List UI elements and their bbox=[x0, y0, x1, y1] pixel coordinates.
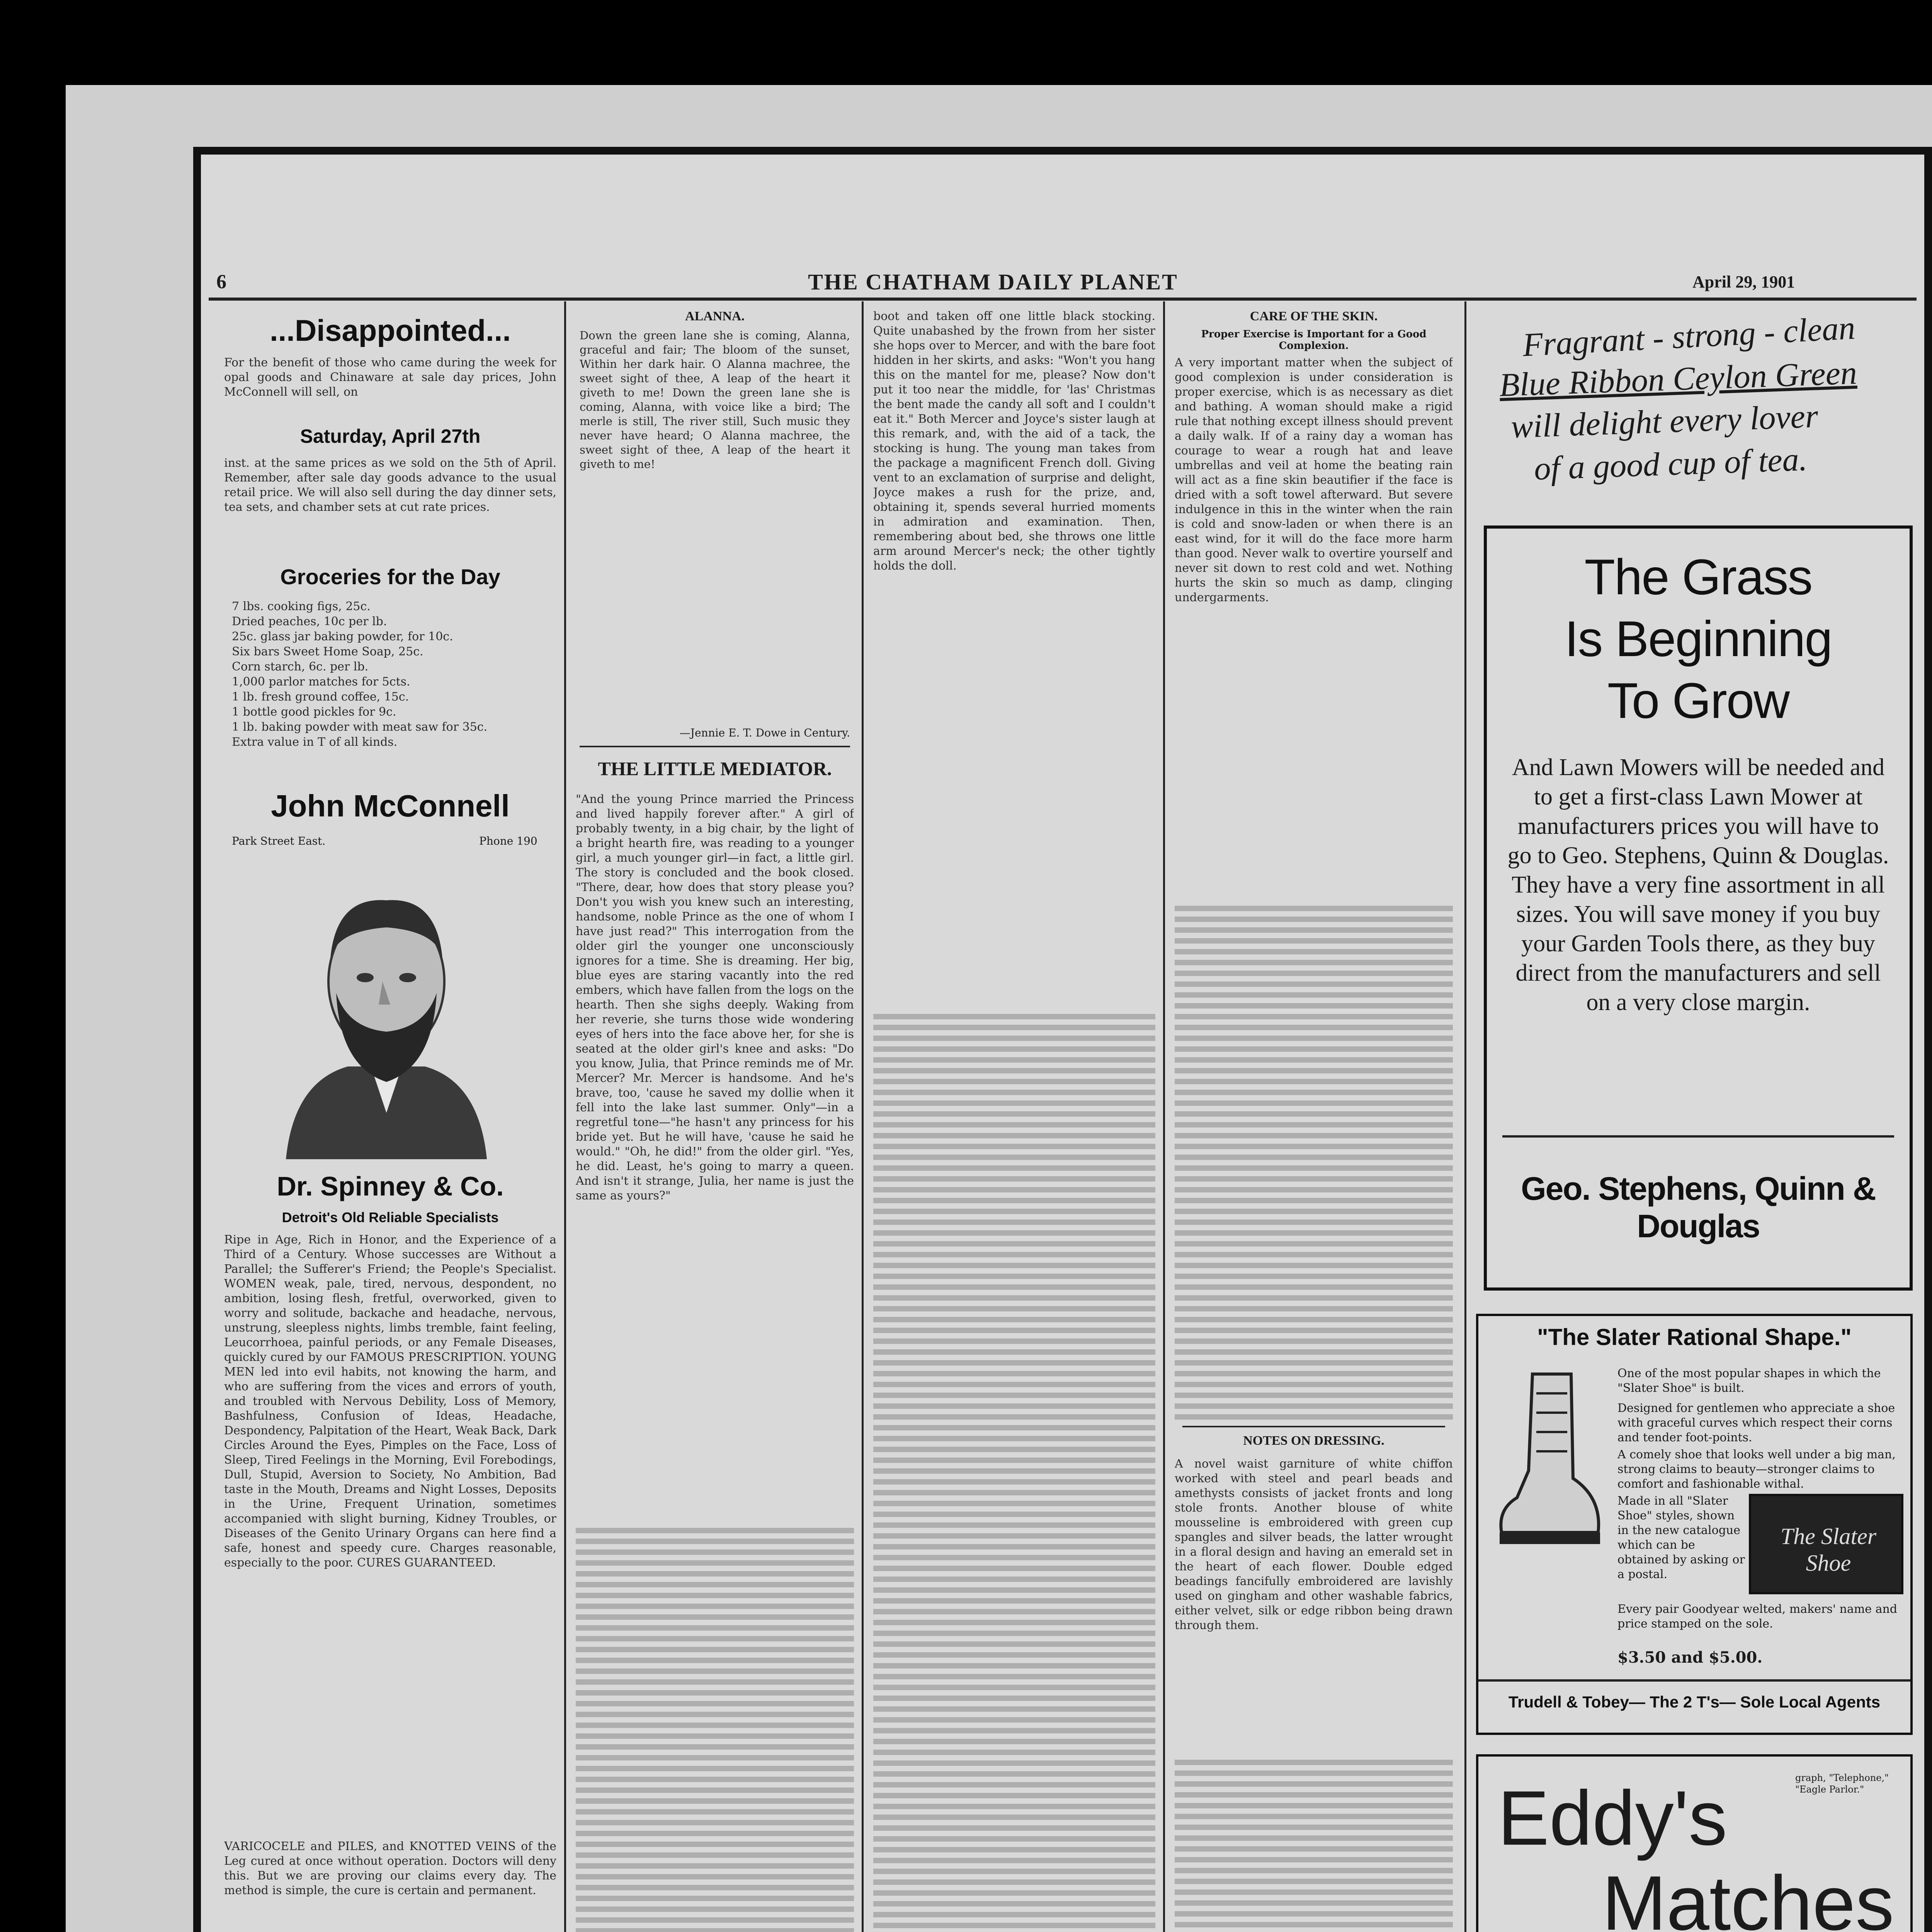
column-rule bbox=[564, 301, 566, 1932]
divider bbox=[1502, 1135, 1894, 1138]
slater-price: $3.50 and $5.00. bbox=[1617, 1648, 1763, 1667]
slater-body-3: A comely shoe that looks well under a big man, strong claims to beauty—stronger claims to comfort and fashionable withal. bbox=[1617, 1448, 1896, 1491]
poem-credit: —Jennie E. T. Dowe in Century. bbox=[679, 726, 850, 739]
merchant-phone: Phone 190 bbox=[479, 835, 537, 847]
grocery-item: 1 lb. fresh ground coffee, 15c. bbox=[232, 690, 409, 704]
eddy-ad bbox=[1476, 1754, 1913, 1932]
grocery-item: Six bars Sweet Home Soap, 25c. bbox=[232, 645, 423, 658]
grass-line-1: The Grass bbox=[1584, 549, 1812, 605]
column-rule bbox=[1464, 301, 1466, 1932]
slater-logo bbox=[1749, 1494, 1903, 1594]
story-text: "And the young Prince married the Princess and lived happily forever after." A girl of probably twenty, in a big chair, by the light of a bright hearth fire, was reading to a younger girl, a much younger girl—in fact, a little girl. The story is concluded and the book closed. "There, dear, how does that story please you? Don't you wish you knew such an interesting, handsome, noble Prince as the one of whom I have just read?" This interrogation from the older girl the younger one unconsciously ignores for a time. She is dreaming. Her big, blue eyes are staring vacantly into the red embers, which have fallen from the logs on the hearth. Then she sighs deeply. Waking from her reverie, she turns those wide wondering eyes of hers into the face above her, for she is seated at the older girl's knee and asks: "Do you know, Julia, that Prince reminds me of Mr. Mercer? Mr. Mercer is handsome. And he's brave, too, 'cause he saved my dollie when it fell into the lake last summer. Only"—in a regretful tone—"he hasn't any princess for his bride yet. But he will have, 'cause he said he would." "Oh, he did!" from the older girl. "Yes, he did. Least, he's going to marry a queen. And isn't it strange, Julia, her name is just the same as yours?" bbox=[576, 793, 854, 1202]
grass-signature: Geo. Stephens, Quinn & Douglas bbox=[1521, 1170, 1876, 1244]
groceries-headline: Groceries for the Day bbox=[280, 565, 500, 589]
grocery-item: 25c. glass jar baking powder, for 10c. bbox=[232, 630, 453, 643]
column-rule bbox=[1163, 301, 1165, 1932]
dressing-continued-lines bbox=[1175, 1754, 1453, 1932]
story-title: THE LITTLE MEDIATOR. bbox=[598, 758, 832, 779]
divider bbox=[1182, 1426, 1445, 1427]
spinney-body-2: VARICOCELE and PILES, and KNOTTED VEINS of the Leg cured at once without operation. Doctors will deny this. But we are proving our claims every day. The method is simple, the cure is certain and permanent. bbox=[224, 1840, 556, 1897]
divider bbox=[580, 746, 850, 747]
disappointed-body: For the benefit of those who came during the week for opal goods and Chinaware at sale day prices, John McConnell will sell, on bbox=[224, 356, 556, 399]
skin-text: A very important matter when the subject of good complexion is under consideration is proper exercise, which is as necessary as diet and bathing. A woman should make a rigid rule that nothing except illness should prevent a daily walk. If of a rainy day a woman has courage to wear a rough hat and leave umbrellas and veil at home the beating rain will act as a fine skin beautifier if the face is dried with a soft towel afterward. But severe indulgence in this in the winter when the rain is cold and snow-laden or when there is an east wind, for it will do the face more harm than good. Never walk to overtire yourself and never sit down to rest cold and wet. Nothing hurts the skin so much as damp, clinging undergarments. bbox=[1175, 356, 1453, 604]
disappointed-body-2: inst. at the same prices as we sold on the 5th of April. Remember, after sale day goods advance to the usual retail price. We will also sell during the day dinner sets, tea sets, and chamber sets at cut rate prices. bbox=[224, 456, 556, 514]
sale-date: Saturday, April 27th bbox=[300, 425, 481, 447]
grocery-item: 1 bottle good pickles for 9c. bbox=[232, 705, 396, 719]
masthead-date: April 29, 1901 bbox=[1692, 272, 1795, 291]
story-continued: boot and taken off one little black stocking. Quite unabashed by the frown from her sister she hops over to Mercer, and with the bare foot hidden in her skirts, and asks: "Won't you hang this on the mantel for me, please? Now don't put it too near the middle, for 'las' Christmas the bent made the candy all soft and I couldn't eat it." Both Mercer and Joyce's sister laugh at this remark, and, with the aid of a tack, the stocking is hung. The young man takes from the package a magnificent French doll. Giving vent to an exclamation of surprise and delight, Joyce makes a rush for the prize, and, obtaining it, spends several hurried moments in admiration and examination. Then, remembering about bed, she throws one little arm around Mercer's neck; the other tightly holds the doll. bbox=[873, 310, 1155, 573]
slater-title: "The Slater Rational Shape." bbox=[1537, 1324, 1852, 1350]
slater-logo-text: The Slater Shoe bbox=[1780, 1524, 1877, 1576]
tea-ad bbox=[1476, 309, 1913, 502]
grocery-item: Corn starch, 6c. per lb. bbox=[232, 660, 369, 673]
slater-body-1: One of the most popular shapes in which the "Slater Shoe" is built. bbox=[1617, 1367, 1881, 1395]
story-continued-lines bbox=[873, 1009, 1155, 1932]
merchant-address: Park Street East. bbox=[232, 835, 326, 847]
grass-line-2: Is Beginning bbox=[1565, 611, 1832, 667]
merchant-name: John McConnell bbox=[271, 789, 510, 823]
slater-footer: Trudell & Tobey— The 2 T's— Sole Local Agents bbox=[1508, 1693, 1881, 1711]
dressing-text: A novel waist garniture of white chiffon worked with steel and pearl beads and amethysts consists of jacket fronts and long stole fronts. Another blouse of white mousseline is embroidered with green cup spangles and silver beads, the latter wrought in a floral design and having an emerald set in the heart of each flower. Double edged beadings fancifully embroidered are lavishly used on gingham and other washable fabrics, either velvet, silk or edge ribbon being drawn through them. bbox=[1175, 1457, 1453, 1632]
spinney-body: Ripe in Age, Rich in Honor, and the Experience of a Third of a Century. Whose successes are Without a Parallel; the Sufferer's Friend; the People's Specialist. WOMEN weak, pale, tired, nervous, despondent, no ambition, losing flesh, fretful, overworked, given to worry and solitude, backache and headache, nervous, unstrung, sleepless nights, limbs tremble, faint feeling, Leucorrhoea, painful periods, or any Female Diseases, quickly cured by our FAMOUS PRESCRIPTION. YOUNG MEN led into evil habits, not knowing the harm, and who are suffering from the vices and errors of youth, and troubled with Nervous Debility, Loss of Memory, Bashfulness, Confusion of Ideas, Headache, Despondency, Palpitation of the Heart, Weak Back, Dark Circles Around the Eyes, Pimples on the Face, Loss of Sleep, Tired Feelings in the Morning, Evil Forebodings, Dull, Stupid, Aversion to Society, No Ambition, Bad taste in the Mouth, Dreams and Night Losses, Deposits in the Urine, Frequent Urination, sometimes accompanied with slight burning, Kidney Troubles, or Diseases of the Genito Urinary Organs can here find a safe, honest and speedy cure. Charges reasonable, especially to the poor. CURES GUARANTEED. bbox=[224, 1233, 556, 1570]
eddy-title-1: Eddy's bbox=[1498, 1775, 1728, 1861]
slater-body-4: Made in all "Slater Shoe" styles, shown in the new catalogue which can be obtained by asking or a postal. bbox=[1617, 1494, 1745, 1581]
skin-title: CARE OF THE SKIN. bbox=[1250, 309, 1378, 323]
tea-line-2: Blue Ribbon Ceylon Green bbox=[1498, 354, 1858, 404]
grocery-list bbox=[232, 599, 556, 750]
slater-body-5: Every pair Goodyear welted, makers' name and price stamped on the sole. bbox=[1617, 1602, 1897, 1631]
grocery-item: Dried peaches, 10c per lb. bbox=[232, 615, 387, 628]
story-continued-text bbox=[576, 1522, 854, 1932]
shoe-image bbox=[1490, 1370, 1606, 1548]
grocery-item: 7 lbs. cooking figs, 25c. bbox=[232, 600, 371, 613]
disappointed-headline: ...Disappointed... bbox=[269, 313, 511, 347]
grocery-item: 1,000 parlor matches for 5cts. bbox=[232, 675, 410, 689]
slater-body-2: Designed for gentlemen who appreciate a shoe with graceful curves which respect their corns and tender foot-points. bbox=[1617, 1401, 1895, 1444]
spinney-name: Dr. Spinney & Co. bbox=[277, 1171, 504, 1201]
dressing-title: NOTES ON DRESSING. bbox=[1243, 1434, 1384, 1448]
masthead-rule bbox=[209, 298, 1917, 301]
grocery-item: 1 lb. baking powder with meat saw for 35c. bbox=[232, 720, 488, 734]
skin-continued-lines bbox=[1175, 900, 1453, 1422]
grass-line-3: To Grow bbox=[1607, 672, 1789, 729]
slater-ad bbox=[1476, 1314, 1913, 1735]
tea-line-4: of a good cup of tea. bbox=[1533, 440, 1808, 487]
grocery-item: Extra value in T of all kinds. bbox=[232, 735, 398, 749]
skin-subtitle: Proper Exercise is Important for a Good Complexion. bbox=[1201, 328, 1427, 352]
masthead-title: THE CHATHAM DAILY PLANET bbox=[808, 269, 1178, 294]
grass-ad bbox=[1484, 526, 1913, 1291]
tea-line-1: Fragrant - strong - clean bbox=[1522, 309, 1856, 364]
column-rule bbox=[862, 301, 864, 1932]
tea-line-3: will delight every lover bbox=[1510, 397, 1819, 445]
poem-text: Down the green lane she is coming, Alanna, graceful and fair; The bloom of the sunset, Within her dark hair. O Alanna machree, the sweet sight of thee, A leap of the heart it giveth to me! Down the green lane she is coming, Alanna, with voice like a bird; The merle is still, The river still, Such music they never have heard; O Alanna machree, the sweet sight of thee, A leap of the heart it giveth to me! bbox=[580, 329, 850, 471]
divider bbox=[1478, 1679, 1910, 1682]
eddy-title-2: Matches bbox=[1602, 1860, 1894, 1932]
page-number: 6 bbox=[216, 271, 226, 293]
spinney-tagline: Detroit's Old Reliable Specialists bbox=[282, 1209, 499, 1225]
doctor-portrait-image bbox=[270, 866, 502, 1159]
newspaper-page bbox=[193, 147, 1932, 1932]
grass-body: And Lawn Mowers will be needed and to get a first-class Lawn Mower at manufacturers prices you will have to go to Geo. Stephens, Quinn & Douglas. They have a very fine assortment in all sizes. You will save money if you buy your Garden Tools there, as they buy direct from the manufacturers and sell on a very close margin. bbox=[1507, 754, 1889, 1015]
poem-title: ALANNA. bbox=[685, 309, 745, 323]
eddy-corner-text: graph, "Telephone," "Eagle Parlor." bbox=[1795, 1772, 1889, 1795]
